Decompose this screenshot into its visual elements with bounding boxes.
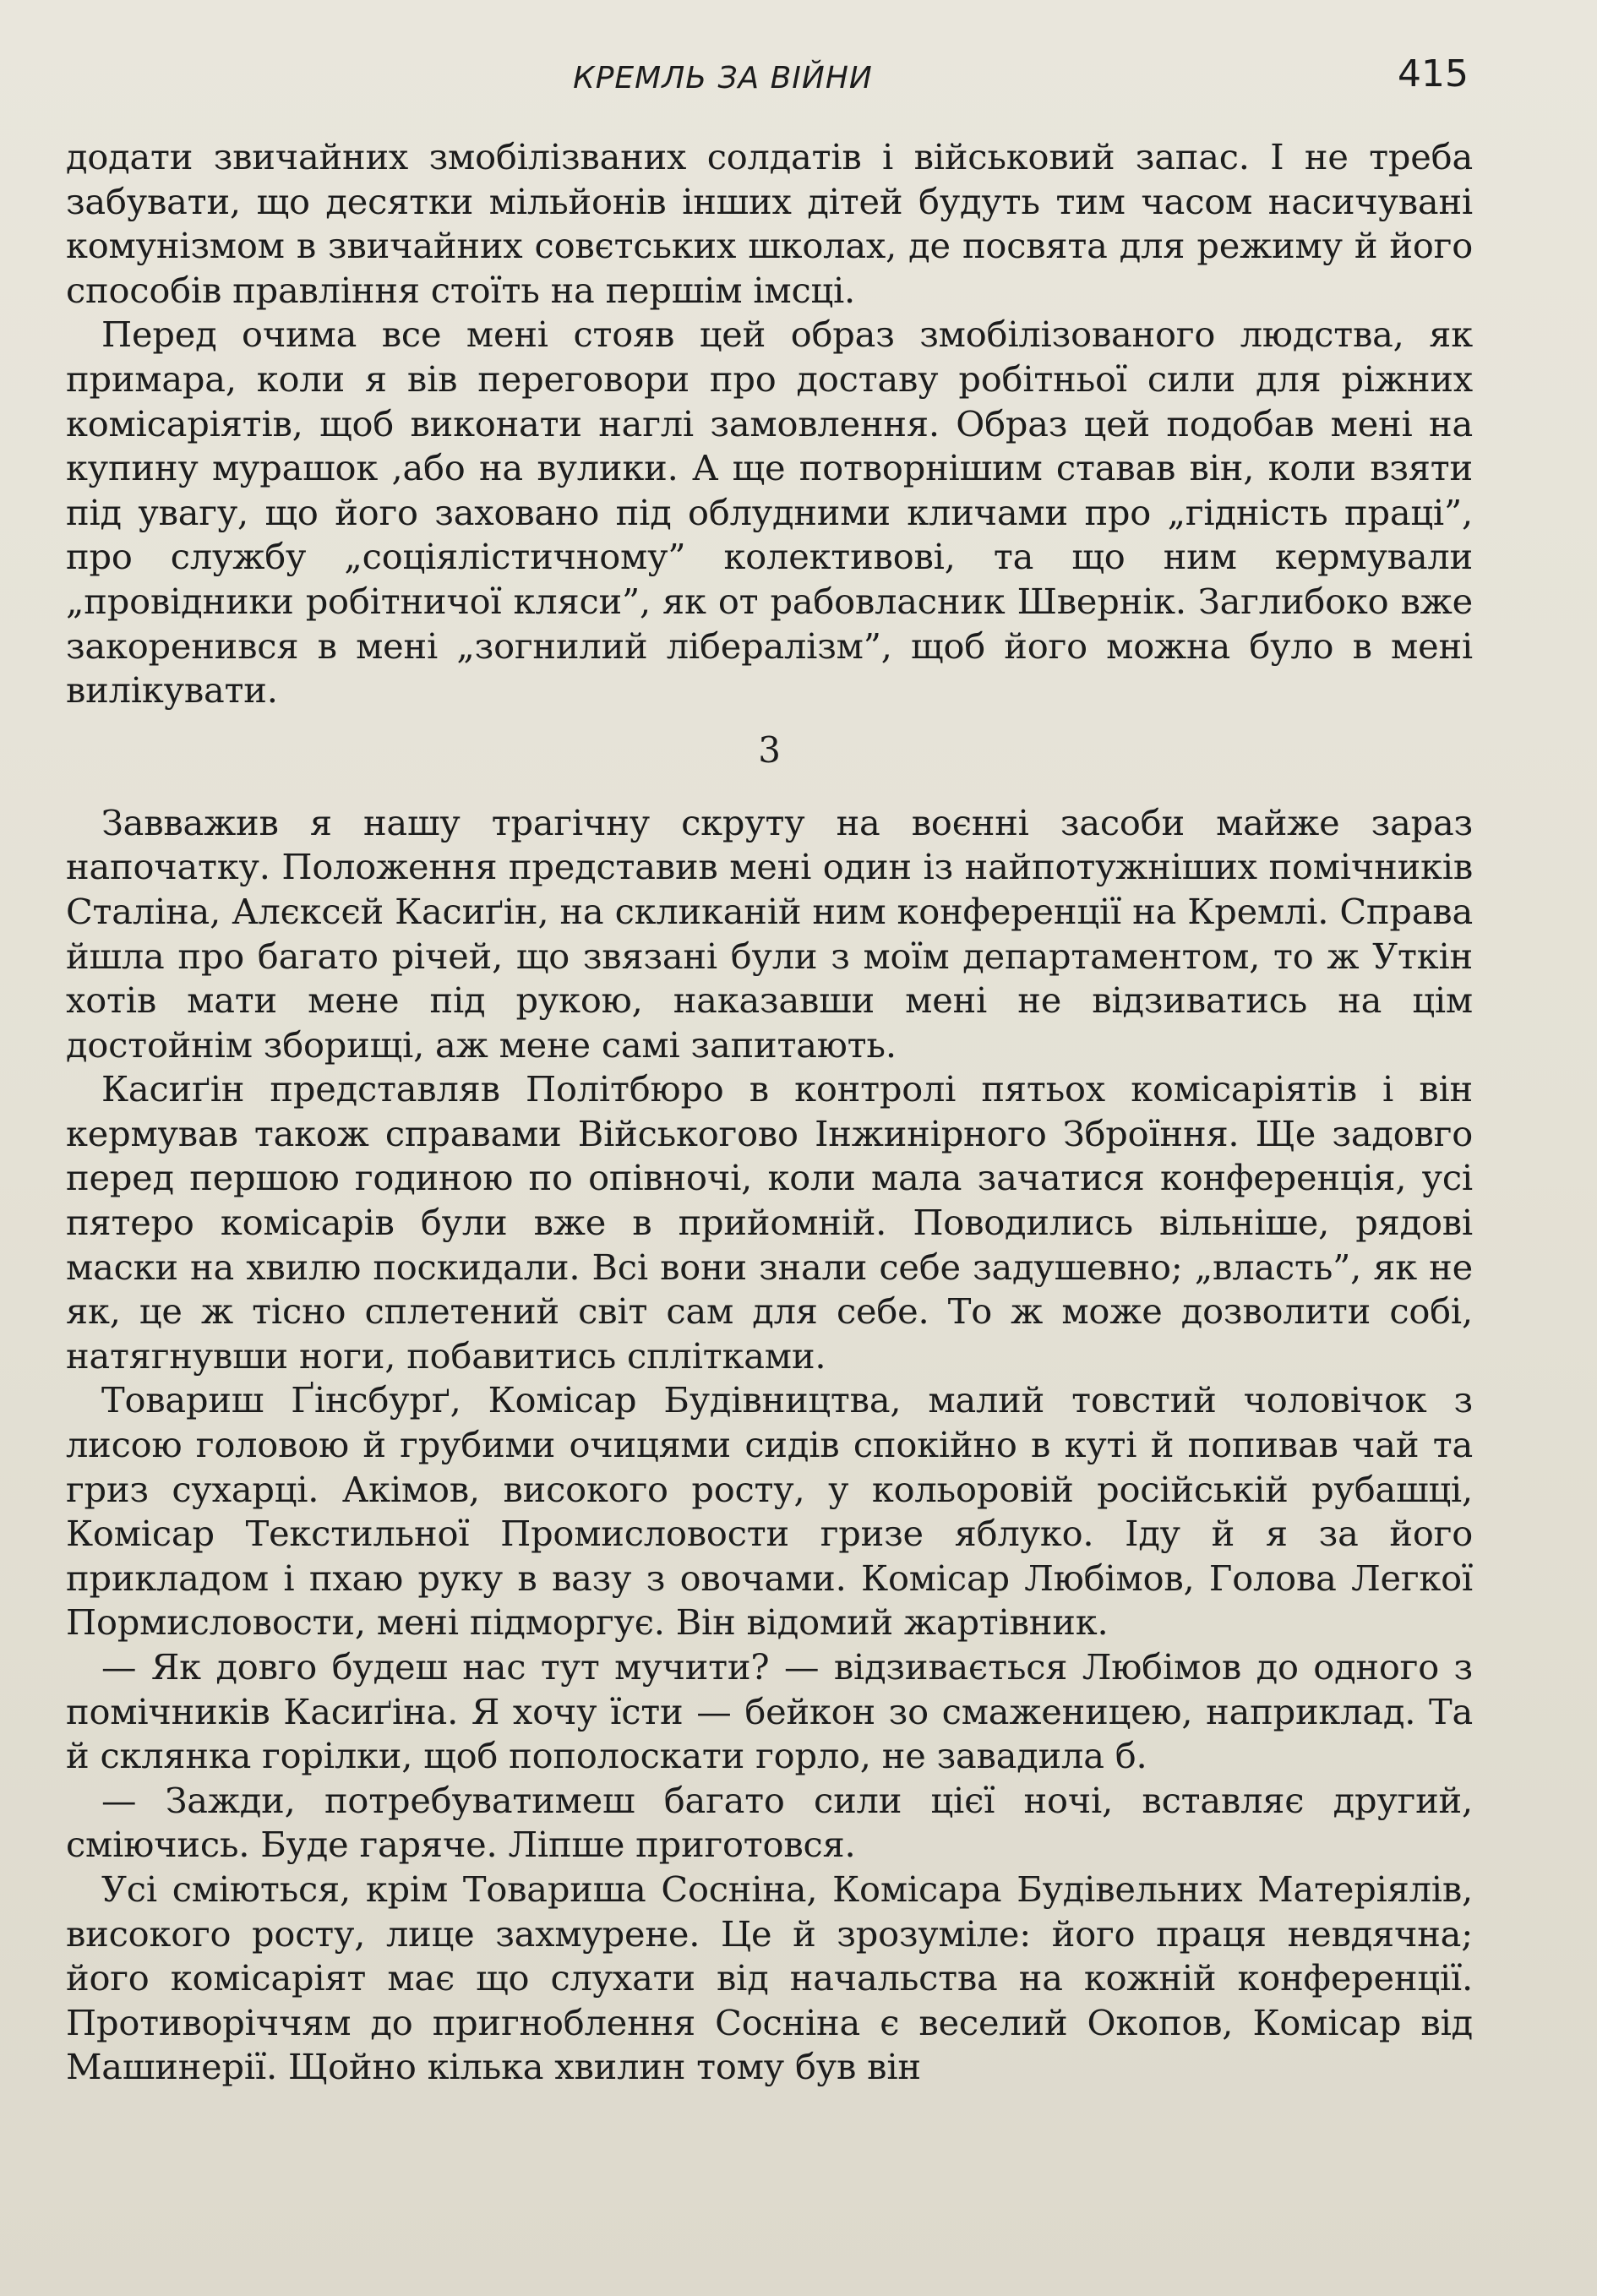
body-text [66, 135, 1473, 2090]
running-title: КРЕМЛЬ ЗА ВІЙНИ [573, 61, 873, 95]
running-head [66, 42, 1473, 101]
book-page [66, 42, 1473, 2090]
paragraph: Перед очима все мені стояв цей образ змобілізованого людства, як примара, коли я вів переговори про доставу робітньої сили для ріжних комісаріятів, щоб виконати наглі замовлення. Образ цей подобав мені на купину мурашок ,або на вулики. А ще потворнішим ставав він, коли взяти під увагу, що його заховано під облудними кличами про „гідність праці”, про службу „соціялістичному” колективові, та що ним кермували „провідники робітничої кляси”, як от рабовласник Швернік. Заглибоко вже закоренився в мені „зогнилий лібералізм”, щоб його можна було в мені вилікувати. [66, 314, 1473, 712]
dialogue-paragraph: — Як довго будеш нас тут мучити? — відзивається Любімов до одного з помічників Касиґіна. Я хочу їсти — бейкон зо смаженицею, наприклад. Та й склянка горілки, щоб пополоскати горло, не завадила б. [66, 1646, 1473, 1777]
section-number: 3 [758, 728, 781, 771]
paragraph: Товариш Ґінсбурґ, Комісар Будівництва, малий товстий чоловічок з лисою головою й грубими очицями сидів спокійно в куті й попивав чай та гриз сухарці. Акімов, високого росту, у кольоровій російській рубашці, Комісар Текстильної Промисловости гризе яблуко. Іду й я за його прикладом і пхаю руку в вазу з овочами. Комісар Любімов, Голова Легкої Пормисловости, мені підморгує. Він відомий жартівник. [66, 1379, 1473, 1644]
page-number: 415 [1398, 52, 1469, 95]
paragraph: Касиґін представляв Політбюро в контролі пятьох комісаріятів і він кермував також справами Військогово Інжинірного Зброїння. Ще задовго перед першою годиною по опівночі, коли мала зачатися конференція, усі пятеро комісарів були вже в прийомній. Поводились вільніше, рядові маски на хвилю поскидали. Всі вони знали себе задушевно; „власть”, як не як, це ж тісно сплетений світ сам для себе. То ж може дозволити собі, натягнувши ноги, побавитись сплітками. [66, 1068, 1473, 1377]
paragraph-continuation: додати звичайних змобілізваних солдатів і військовий запас. І не треба забувати, що десятки мільйонів інших дітей будуть тим часом насичувані комунізмом в звичайних совєтських школах, де посвята для режиму й його способів правління стоїть на першім імсці. [66, 136, 1473, 311]
dialogue-paragraph: — Зажди, потребуватимеш багато сили цієї ночі, вставляє другий, сміючись. Буде гаряче. Ліпше приготовся. [66, 1779, 1473, 1866]
paragraph: Усі сміються, крім Товариша Сосніна, Комісара Будівельних Матеріялів, високого росту, лице захмурене. Це й зрозуміле: його праця невдячна; його комісаріят має що слухати від начальства на кожній конференції. Противоріччям до пригноблення Сосніна є веселий Окопов, Комісар від Машинерії. Щойно кілька хвилин тому був він [66, 1868, 1473, 2088]
paragraph: Завважив я нашу трагічну скруту на воєнні засоби майже зараз напочатку. Положення представив мені один із найпотужніших помічників Сталіна, Алєксєй Касиґін, на скликаній ним конференції на Кремлі. Справа йшла про багато річей, що звязані були з моїм департаментом, то ж Уткін хотів мати мене під рукою, наказавши мені не відзиватись на цім достойнім зборищі, аж мене самі запитають. [66, 801, 1473, 1066]
